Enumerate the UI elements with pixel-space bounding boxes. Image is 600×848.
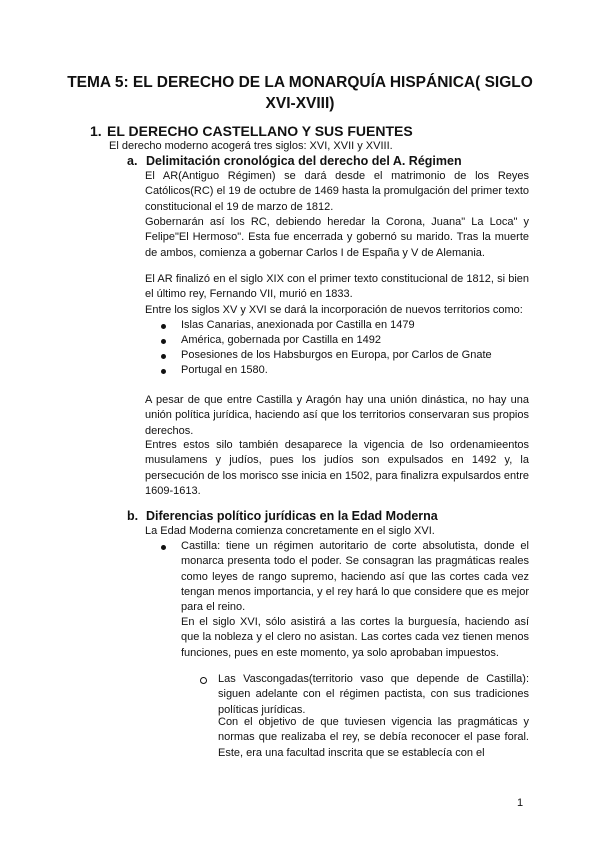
list-item [181, 363, 531, 378]
subsection-b-heading-text: Diferencias político jurídicas en la Edad Moderna [146, 509, 438, 523]
section-1-intro: El derecho moderno acogerá tres siglos: XVI, XVII y XVIII. [109, 140, 393, 152]
section-1-number: 1. [90, 123, 102, 139]
list-item-vascongadas [218, 672, 529, 718]
paragraph-expulsions: Entres estos silo también desaparece la vigencia de lso ordenamieentos musulamens y judíos, pues los judíos son expulsados en 1492 y, la persecución de los morisco sse inicia en 1502, para finalizra expulsardos entre 1609-1613. [145, 439, 529, 497]
bullet-icon [161, 369, 166, 374]
list-item-text: Portugal en 1580. [181, 364, 268, 376]
list-item-text: Posesiones de los Habsburgos en Europa, por Carlos de Gnate [181, 349, 492, 361]
subsection-a-letter: a. [127, 154, 138, 168]
paragraph-dynastic-union: A pesar de que entre Castilla y Aragón hay una unión dinástica, no hay una unión política jurídica, haciendo así que los territorios conservaran sus propios derechos. [145, 394, 529, 437]
subsection-a-heading [127, 154, 462, 168]
bullet-icon [161, 324, 166, 329]
castilla-text: Castilla: tiene un régimen autoritario de corte absolutista, donde el monarca presenta todo el poder. Se consagran las pragmáticas reales como leyes de rango supremo, haciendo así que las cortes cada vez tengan menos importancia, y el rey hará lo que considere que es mejor para el reino. [181, 540, 529, 614]
paragraph-castilla-cortes: En el siglo XVI, sólo asistirá a las cortes la burguesía, haciendo así que la nobleza y el clero no asistan. Las cortes cada vez tienen menos funciones, pues en este momento, ya solo aprobaban impuestos. [181, 616, 529, 659]
bullet-icon [161, 545, 166, 550]
subsection-b-letter: b. [127, 509, 139, 523]
list-item-castilla [181, 539, 529, 615]
vascongadas-text: Las Vascongadas(territorio vaso que depende de Castilla): siguen adelante con el régimen pactista, con sus tradiciones políticas jurídicas. [218, 673, 529, 716]
list-item [181, 348, 531, 363]
paragraph-modern-age-intro: La Edad Moderna comienza concretamente en el siglo XVI. [145, 525, 435, 537]
page-number: 1 [517, 797, 524, 809]
paragraph-ar-end: El AR finalizó en el siglo XIX con el primer texto constitucional de 1812, si bien el último rey, Fernando VII, murió en 1833. [145, 273, 529, 301]
list-item-text: Islas Canarias, anexionada por Castilla en 1479 [181, 319, 415, 331]
subsection-a-heading-text: Delimitación cronológica del derecho del A. Régimen [146, 154, 462, 168]
document-title: TEMA 5: EL DERECHO DE LA MONARQUÍA HISPÁNICA( SIGLO XVI-XVIII) [67, 74, 533, 112]
list-item [181, 318, 531, 333]
section-1-heading [90, 123, 413, 139]
subsection-b-heading [127, 509, 438, 523]
paragraph-territories-intro: Entre los siglos XV y XVI se dará la incorporación de nuevos territorios como: [145, 304, 523, 316]
paragraph-rc-government: Gobernarán así los RC, debiendo heredar la Corona, Juana" La Loca" y Felipe"El Hermoso". Esta fue encerrada y gobernó su marido. Tras la muerte de ambos, comienza a gobernar Carlos I de España y V de Alemania. [145, 216, 529, 259]
section-1-heading-text: EL DERECHO CASTELLANO Y SUS FUENTES [107, 123, 413, 139]
paragraph-pase-foral: Con el objetivo de que tuviesen vigencia las pragmáticas y normas que realizaba el rey, se debía reconocer el pase foral. Este, era una facultad inscrita que se establecía con el [218, 716, 529, 759]
paragraph-ar-start: El AR(Antiguo Régimen) se dará desde el matrimonio de los Reyes Católicos(RC) el 19 de octubre de 1469 hasta la promulgación del primer texto constitucional el 19 de marzo de 1812. [145, 170, 529, 213]
list-item-text: América, gobernada por Castilla en 1492 [181, 334, 381, 346]
bullet-icon [161, 354, 166, 359]
hollow-bullet-icon [200, 677, 207, 684]
list-item [181, 333, 531, 348]
bullet-icon [161, 339, 166, 344]
